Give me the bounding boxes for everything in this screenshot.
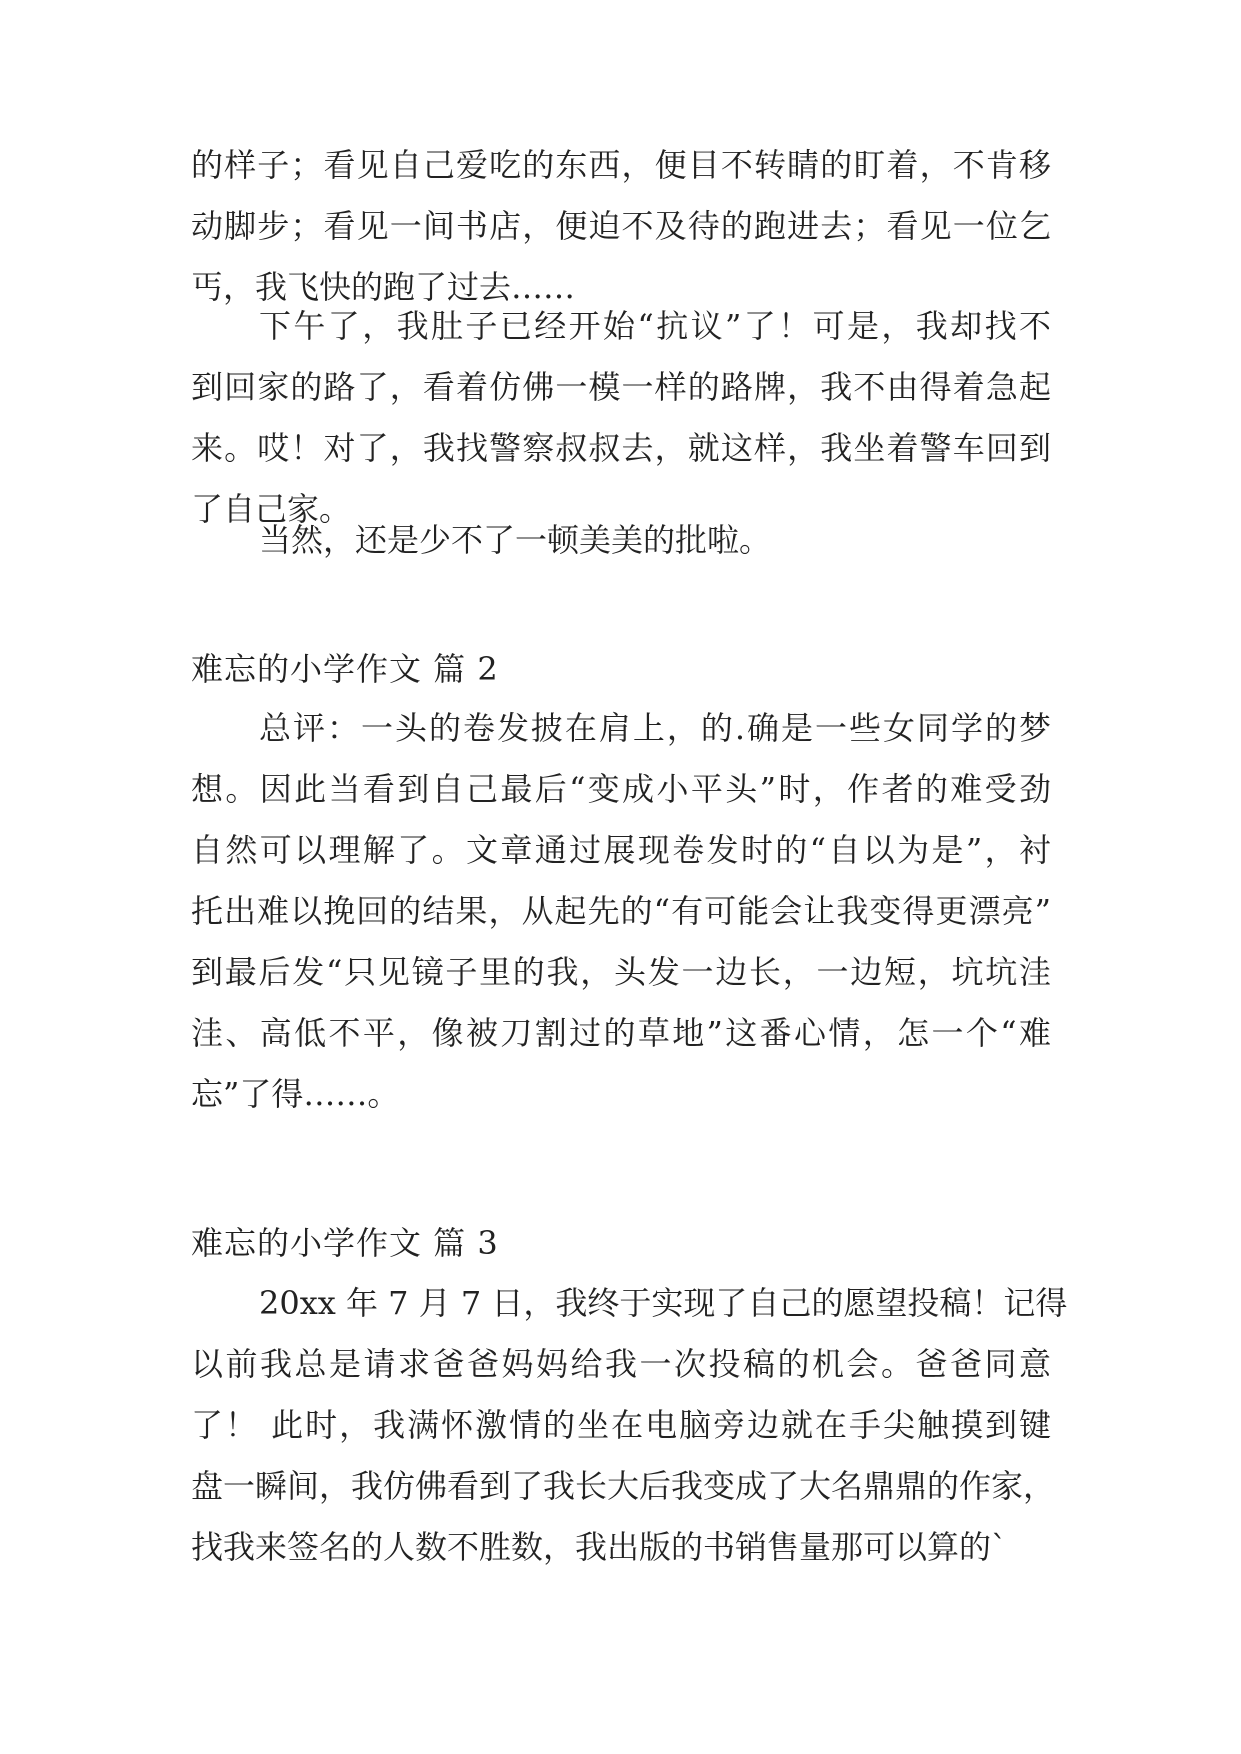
text-line: 20xx 年 7 月 7 日，我终于实现了自己的愿望投稿！记得: [259, 1284, 1068, 1322]
text-line: 找我来签名的人数不胜数，我出版的书销售量那可以算的`: [191, 1528, 1008, 1566]
text-line: 想。因此当看到自己最后“变成小平头”时，作者的难受劲: [191, 770, 1051, 808]
paragraph-2: [191, 296, 1051, 540]
text-line: 托出难以挽回的结果，从起先的“有可能会让我变得更漂亮”: [191, 892, 1051, 930]
text-line: 当然，还是少不了一顿美美的批啦。: [259, 521, 772, 559]
text-line: 下午了，我肚子已经开始“抗议”了！可是，我却找不: [259, 307, 1051, 345]
paragraph-4: [191, 698, 1051, 1125]
text-line: 动脚步；看见一间书店，便迫不及待的跑进去；看见一位乞: [191, 207, 1051, 245]
text-line: 洼、高低不平，像被刀割过的草地”这番心情，怎一个“难: [191, 1014, 1051, 1052]
text-line: 以前我总是请求爸爸妈妈给我一次投稿的机会。爸爸同意: [191, 1345, 1051, 1383]
text-line: 到回家的路了，看着仿佛一模一样的路牌，我不由得着急起: [191, 368, 1051, 406]
text-line: 盘一瞬间，我仿佛看到了我长大后我变成了大名鼎鼎的作家，: [191, 1467, 1056, 1505]
paragraph-1: [191, 135, 1051, 318]
paragraph-5: [191, 1273, 1068, 1578]
text-line: 来。哎！对了，我找警察叔叔去，就这样，我坐着警车回到: [191, 429, 1051, 467]
text-line: 忘”了得……。: [191, 1075, 400, 1113]
section-heading-3: 难忘的小学作文 篇 3: [191, 1224, 499, 1262]
text-line: 了自己家。: [191, 490, 352, 528]
section-heading-2: 难忘的小学作文 篇 2: [191, 650, 499, 688]
text-line: 自然可以理解了。文章通过展现卷发时的“自以为是”，衬: [191, 831, 1051, 869]
text-line: 的样子；看见自己爱吃的东西，便目不转睛的盯着，不肯移: [191, 146, 1051, 184]
paragraph-3: [191, 510, 1051, 571]
text-line: 总评：一头的卷发披在肩上，的.确是一些女同学的梦: [259, 709, 1051, 747]
text-line: 到最后发“只见镜子里的我，头发一边长，一边短，坑坑洼: [191, 953, 1051, 991]
text-line: 了！ 此时，我满怀激情的坐在电脑旁边就在手尖触摸到键: [191, 1406, 1051, 1444]
text-line: 丐，我飞快的跑了过去……: [191, 268, 576, 306]
